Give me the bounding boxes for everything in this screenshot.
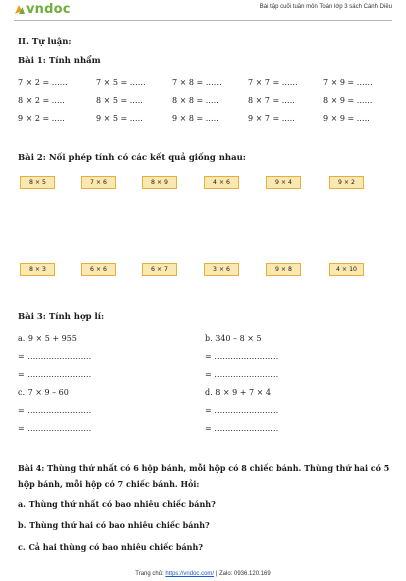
bai4-title-line2: hộp bánh, mỗi hộp có 7 chiếc bánh. Hỏi: xyxy=(18,479,200,489)
answer-blank[interactable]: = …………………… xyxy=(205,370,279,379)
footer-zalo: | Zalo: 0936.120.169 xyxy=(214,571,271,577)
page-header xyxy=(0,0,406,22)
bai4-question-b: b. Thùng thứ hai có bao nhiêu chiếc bánh? xyxy=(18,520,210,530)
card-top[interactable]: 7 × 6 xyxy=(81,176,116,189)
card-bottom[interactable]: 6 × 6 xyxy=(81,263,116,276)
card-top[interactable]: 9 × 2 xyxy=(329,176,364,189)
bai1-cell: 7 × 5 = …… xyxy=(96,78,146,87)
answer-blank[interactable]: = …………………… xyxy=(18,370,92,379)
answer-blank[interactable]: = …………………… xyxy=(18,424,92,433)
card-top[interactable]: 8 × 5 xyxy=(20,176,55,189)
card-bottom[interactable]: 3 × 6 xyxy=(204,263,239,276)
bai1-cell: 7 × 7 = …… xyxy=(248,78,298,87)
bai1-title: Bài 1: Tính nhẩm xyxy=(18,56,101,66)
card-bottom[interactable]: 4 × 10 xyxy=(329,263,364,276)
bai4-question-c: c. Cả hai thùng có bao nhiêu chiếc bánh? xyxy=(18,542,203,552)
bai4-title-line1: Bài 4: Thùng thứ nhất có 6 hộp bánh, mỗi hộp có 8 chiếc bánh. Thùng thứ hai có 5 xyxy=(18,463,390,473)
bai3-d: d. 8 × 9 + 7 × 4 xyxy=(205,388,271,397)
card-bottom[interactable]: 9 × 8 xyxy=(266,263,301,276)
bai3-title: Bài 3: Tính hợp lí: xyxy=(18,312,105,322)
bai1-cell: 9 × 7 = .…. xyxy=(248,114,295,123)
bai3-b: b. 340 – 8 × 5 xyxy=(205,334,262,343)
bai1-cell: 9 × 2 = .…. xyxy=(18,114,65,123)
part-title: II. Tự luận: xyxy=(18,37,72,47)
bai3-a: a. 9 × 5 + 955 xyxy=(18,334,77,343)
answer-blank[interactable]: = …………………… xyxy=(18,352,92,361)
bai4-question-a: a. Thùng thứ nhất có bao nhiêu chiếc bánh? xyxy=(18,499,216,509)
answer-blank[interactable]: = …………………… xyxy=(205,406,279,415)
bai1-cell: 8 × 5 = .…. xyxy=(96,96,143,105)
bai3-c: c. 7 × 9 – 60 xyxy=(18,388,69,397)
card-top[interactable]: 9 × 4 xyxy=(266,176,301,189)
bai1-cell: 9 × 9 = .…. xyxy=(323,114,370,123)
bai1-cell: 7 × 9 = …… xyxy=(323,78,373,87)
page-footer xyxy=(0,571,406,577)
header-title: Bài tập cuối tuần môn Toán lớp 3 sách Cánh Diều xyxy=(259,4,392,10)
bai1-cell: 9 × 5 = .…. xyxy=(96,114,143,123)
card-bottom[interactable]: 6 × 7 xyxy=(142,263,177,276)
footer-home-link[interactable]: https://vndoc.com/ xyxy=(165,571,215,577)
bai1-cell: 8 × 7 = .…. xyxy=(248,96,295,105)
bai2-title: Bài 2: Nối phép tính có các kết quả giống nhau: xyxy=(18,153,246,163)
bai1-cell: 8 × 8 = .…. xyxy=(172,96,219,105)
card-top[interactable]: 4 × 6 xyxy=(204,176,239,189)
card-bottom[interactable]: 8 × 3 xyxy=(20,263,55,276)
bai1-cell: 7 × 8 = …… xyxy=(172,78,222,87)
bai1-cell: 7 × 2 = …… xyxy=(18,78,68,87)
card-top[interactable]: 8 × 9 xyxy=(142,176,177,189)
bai1-cell: 8 × 2 = .…. xyxy=(18,96,65,105)
answer-blank[interactable]: = …………………… xyxy=(18,406,92,415)
logo-brand: vndoc xyxy=(26,2,71,17)
bai1-cell: 8 × 9 = .….. xyxy=(323,96,373,105)
bai1-cell: 9 × 8 = .…. xyxy=(172,114,219,123)
vndoc-logo[interactable] xyxy=(14,2,71,17)
logo-mark-icon xyxy=(14,4,26,15)
answer-blank[interactable]: = …………………… xyxy=(205,352,279,361)
answer-blank[interactable]: = …………………… xyxy=(205,424,279,433)
header-divider xyxy=(14,20,392,21)
footer-prefix: Trang chủ: xyxy=(135,571,166,577)
